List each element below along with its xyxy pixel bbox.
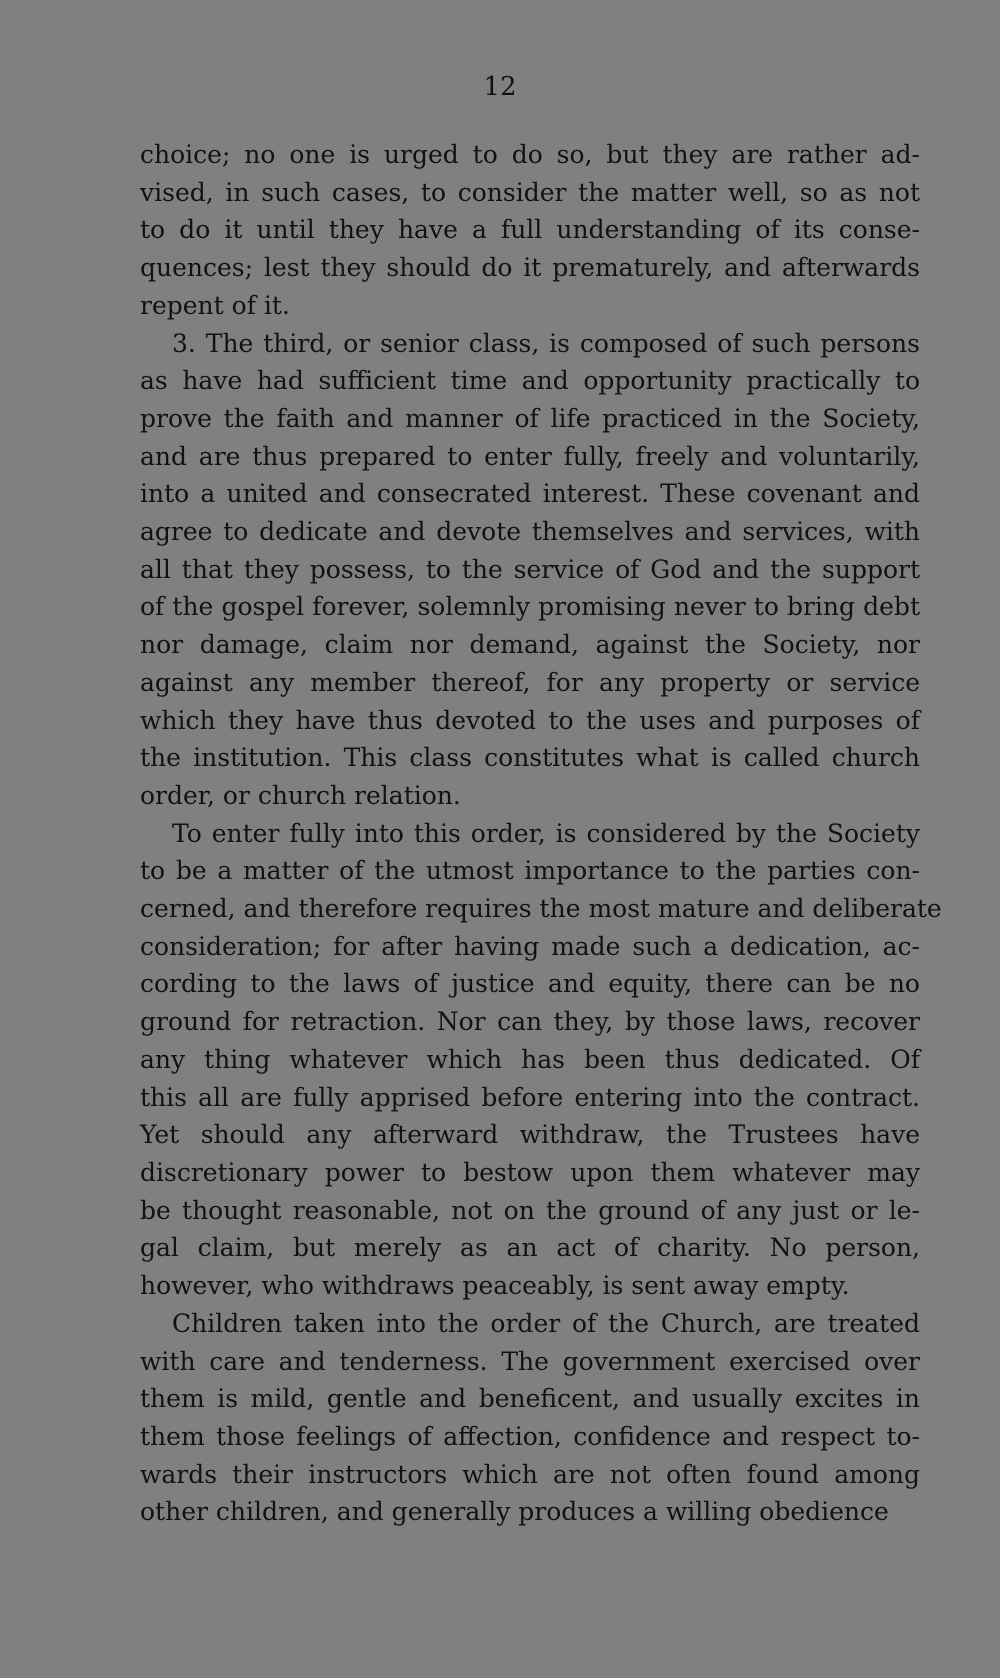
text-line: 3. The third, or senior class, is composed of such persons [172,328,920,358]
text-line: discretionary power to bestow upon them whatever may [140,1157,920,1187]
paragraph [140,325,920,815]
text-line: cording to the laws of justice and equity, there can be no [140,969,920,999]
text-line: of the gospel forever, solemnly promising never to bring debt [140,592,920,622]
text-line: with care and tenderness. The government exercised over [140,1346,920,1376]
text-line: to be a matter of the utmost importance to the parties con- [140,856,920,886]
text-line: To enter fully into this order, is considered by the Society [172,818,920,848]
text-line: prove the faith and manner of life practiced in the Society, [140,403,920,433]
text-line: and are thus prepared to enter fully, freely and voluntarily, [140,441,920,471]
text-line: which they have thus devoted to the uses and purposes of [140,705,920,735]
text-line: ground for retraction. Nor can they, by those laws, recover [140,1007,920,1037]
text-line: quences; lest they should do it prematurely, and afterwards [140,253,920,283]
text-line: vised, in such cases, to consider the matter well, so as not [140,177,920,207]
text-line: to do it until they have a full understanding of its conse- [140,215,920,245]
text-line: gal claim, but merely as an act of charity. No person, [140,1233,920,1263]
text-line: other children, and generally produces a willing obedience [140,1497,889,1527]
paragraph [140,136,920,325]
page-number: 12 [483,72,517,102]
text-line: the institution. This class constitutes what is called church [140,743,920,773]
text-line: Children taken into the order of the Church, are treated [172,1308,920,1338]
paragraph [140,1305,920,1531]
text-line: into a united and consecrated interest. These covenant and [140,479,920,509]
text-line: cerned, and therefore requires the most mature and deliberate [140,894,942,924]
text-line: as have had sufficient time and opportunity practically to [140,366,920,396]
text-line: agree to dedicate and devote themselves and services, with [140,517,920,547]
text-line: them is mild, gentle and beneficent, and usually excites in [140,1384,920,1414]
page-body-text [140,136,942,1531]
text-line: them those feelings of affection, confidence and respect to- [140,1421,920,1451]
text-line: this all are fully apprised before entering into the contract. [140,1082,920,1112]
text-line: wards their instructors which are not often found among [140,1459,920,1489]
text-line: all that they possess, to the service of God and the support [140,554,920,584]
text-line: order, or church relation. [140,780,461,810]
text-line: however, who withdraws peaceably, is sent away empty. [140,1271,850,1301]
text-line: nor damage, claim nor demand, against the Society, nor [140,630,920,660]
text-line: be thought reasonable, not on the ground of any just or le- [140,1195,920,1225]
text-line: repent of it. [140,290,290,320]
text-line: against any member thereof, for any property or service [140,667,920,697]
text-line: any thing whatever which has been thus dedicated. Of [140,1044,920,1074]
text-line: consideration; for after having made such a dedication, ac- [140,931,920,961]
text-line: choice; no one is urged to do so, but they are rather ad- [140,140,920,169]
text-line: Yet should any afterward withdraw, the Trustees have [140,1120,920,1150]
paragraph [140,815,942,1305]
